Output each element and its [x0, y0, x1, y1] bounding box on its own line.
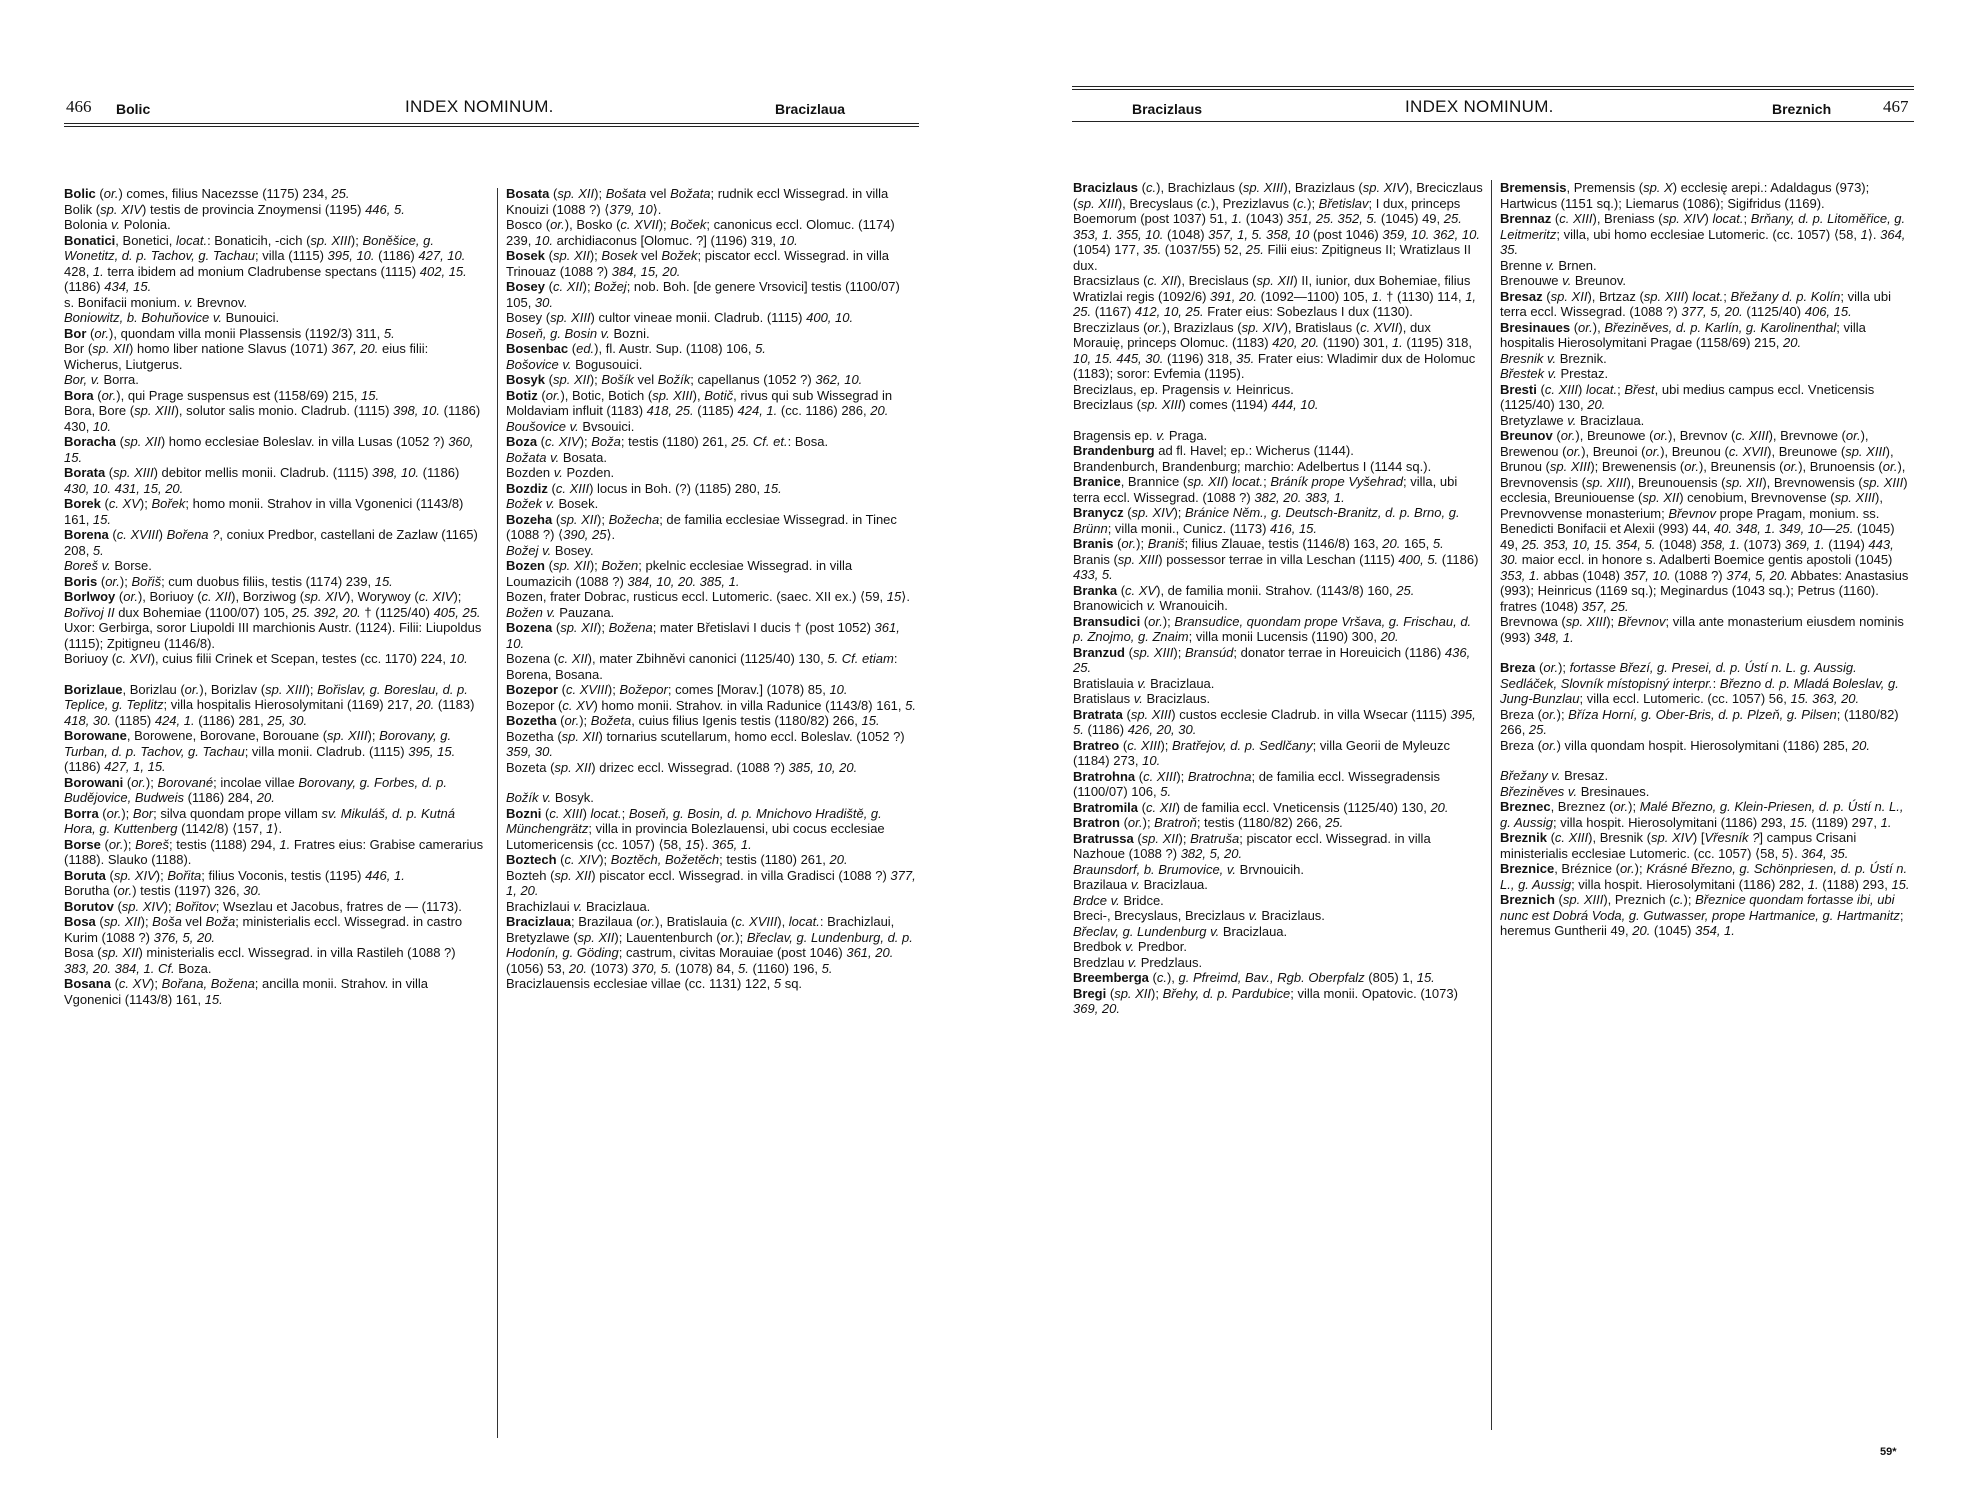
signature-mark: 59*: [1880, 1446, 1897, 1458]
left-header-rule: [64, 123, 919, 127]
left-page-title: INDEX NOMINUM.: [405, 97, 554, 116]
right-column-1: Bracizlaus (c.), Brachizlaus (sp. XIII), Brazizlaus (sp. XIV), Breciczlaus (sp. XIII), Brecyslaus (c.), Prezizlavus (c.); Břetislav; I dux, princeps Boemorum (post 1037) 51, 1. (1043) 351, 25. 352, 5. (1045) 49, 25. 353, 1. 355, 10. (1048) 357, 1, 5. 358, 10 (post 1046) 359, 10. 362, 10. (1054) 177, 35. (1037/55) 52, 25. Filii eius: Zpitigneus II; Wratizlaus II dux. Bracsizlaus (c. XII), Brecislaus (sp. XII) II, iunior, dux Bohemiae, filius Wratizlai regis (1092/6) 391, 20. (1092—1100) 105, 1. † (1130) 114, 1, 25. (1167) 412, 10, 25. Frater eius: Sobezlaus I dux (1130). Breczizlaus (or.), Brazizlaus (sp. XIV), Bratislaus (c. XVII), dux Morauię, princeps Olomuc. (1183) 420, 20. (1190) 301, 1. (1195) 318, 10, 15. 445, 30. (1196) 318, 35. Frater eius: Wladimir dux de Holomuc (1183); soror: Evfemia (1195). Brecizlaus, ep. Pragensis v. Heinricus. Brecizlaus (sp. XIII) comes (1194) 444, 10. Bragensis ep. v. Praga. Brandenburg ad fl. Havel; ep.: Wicherus (1144). Brandenburch, Brandenburg; marchio: Adelbertus I (1144 sq.). Branice, Brannice (sp. XII) locat.; Bráník prope Vyšehrad; villa, ubi terra eccl. Wissegrad. (1088 ?) 382, 20. 383, 1. Branycz (sp. XIV); Bránice Něm., g. Deutsch-Branitz, d. p. Brno, g. Brünn; villa monii., Cunicz. (1173) 416, 15. Branis (or.); Braniš; filius Zlauae, testis (1146/8) 163, 20. 165, 5. Branis (sp. XIII) possessor terrae in villa Leschan (1115) 400, 5. (1186) 433, 5. Branka (c. XV), de familia monii. Strahov. (1143/8) 160, 25. Branowicich v. Wranouicih. Bransudici (or.); Bransudice, quondam prope Vršava, g. Frischau, d. p. Znojmo, g. Znaim; villa monii Lucensis (1190) 300, 20. Branzud (sp. XIII); Bransúd; donator terrae in Horeuicich (1186) 436, 25. Bratislauia v. Bracizlaua. Bratislaus v. Bracizlaus. Bratrata (sp. XIII) custos ecclesie Cladrub. in villa Wsecar (1115) 395, 5. (1186) 426, 20, 30. Bratreo (c. XIII); Bratřejov, d. p. Sedlčany; villa Georii de Myleuzc (1184) 273, 10. Bratrohna (c. XIII); Bratrochna; de familia eccl. Wissegradensis (1100/07) 106, 5. Bratromila (c. XII) de familia eccl. Vneticensis (1125/40) 130, 20. Bratron (or.); Bratroň; testis (1180/82) 266, 25. Bratrussa (sp. XII); Bratruša; piscator eccl. Wissegrad. in villa Nazhoue (1088 ?) 382, 5, 20. Braunsdorf, b. Brumovice, v. Brvnouicih. Brazilaua v. Bracizlaua. Brdce v. Bridce. Breci-, Brecyslaus, Brecizlaus v. Bracizlaus. Břeclav, g. Lundenburg v. Bracizlaua. Bredbok v. Predbor. Bredzlau v. Predzlaus. Breemberga (c.), g. Pfreimd, Bav., Rgb. Oberpfalz (805) 1, 15. Bregi (sp. XII); Břehy, d. p. Pardubice; villa monii. Opatovic. (1073) 369, 20.: [1073, 180, 1483, 1016]
right-page-number: 467: [1883, 97, 1909, 116]
right-header-rule-top: [1072, 86, 1914, 90]
right-running-head: [1000, 96, 1978, 118]
left-running-head: [0, 96, 930, 118]
right-page-title: INDEX NOMINUM.: [1405, 97, 1554, 116]
left-catchword-last: Bracizlaua: [775, 101, 846, 117]
right-column-divider: [1491, 180, 1492, 1430]
right-catchword-first: Bracizlaus: [1132, 101, 1203, 117]
right-column-2: Bremensis, Premensis (sp. X) ecclesię arepi.: Adaldagus (973); Hartwicus (1151 sq.); Liemarus (1086); Sigifridus (1169). Brennaz (c. XIII), Breniass (sp. XIV) locat.; Brňany, d. p. Litoměřice, g. Leitmeritz; villa, ubi homo ecclesiae Lutomeric. (cc. 1057) ⟨58, 1⟩. 364, 35. Brenne v. Brnen. Brenouwe v. Breunov. Bresaz (sp. XII), Brtzaz (sp. XIII) locat.; Břežany d. p. Kolín; villa ubi terra eccl. Wissegrad. (1088 ?) 377, 5, 20. (1125/40) 406, 15. Bresinaues (or.), Březiněves, d. p. Karlín, g. Karolinenthal; villa hospitalis Hierosolymitani Pragae (1158/69) 215, 20. Bresnik v. Breznik. Břestek v. Prestaz. Bresti (c. XIII) locat.; Břest, ubi medius campus eccl. Vneticensis (1125/40) 130, 20. Bretyzlawe v. Bracizlaua. Breunov (or.), Breunowe (or.), Brevnov (c. XIII), Brevnowe (or.), Brewenou (or.), Breunoi (or.), Breunou (c. XVII), Breunowe (sp. XIII), Brunou (sp. XIII); Brewenensis (or.), Breunensis (or.), Brunoensis (or.), Brevnovensis (sp. XIII), Breunouensis (sp. XII), Brevnowensis (sp. XIII) ecclesia, Breuniouense (sp. XII) cenobium, Brevnovense (sp. XIII), Prevnovvense monasterium; Břevnov prope Pragam, monium. ss. Benedicti Bonifacii et Alexii (993) 44, 40. 348, 1. 349, 10—25. (1045) 49, 25. 353, 10, 15. 354, 5. (1048) 358, 1. (1073) 369, 1. (1194) 443, 30. maior eccl. in honore s. Adalberti Boemice gentis apostoli (1045) 353, 1. abbas (1048) 357, 10. (1088 ?) 374, 5, 20. Abbates: Anastasius (993); Heinricus (1169 sq.); Meginardus (1043 sq.); Petrus (1160). fratres (1048) 357, 25. Brevnowa (sp. XIII); Břevnov; villa ante monasterium eiusdem nominis (993) 348, 1. Breza (or.); fortasse Březí, g. Presei, d. p. Ústí n. L. g. Aussig. Sedláček, Slovník místopisný interpr.: Březno d. p. Mladá Boleslav, g. Jung-Bunzlau; villa eccl. Lutomeric. (cc. 1057) 56, 15. 363, 20. Breza (or.); Bříza Horní, g. Ober-Bris, d. p. Plzeň, g. Pilsen; (1180/82) 266, 25. Breza (or.) villa quondam hospit. Hierosolymitani (1186) 285, 20. Břežany v. Bresaz. Březiněves v. Bresinaues. Breznec, Breznez (or.); Malé Březno, g. Klein-Priesen, d. p. Ústí n. L., g. Aussig; villa hospit. Hierosolymitani (1186) 293, 15. (1189) 297, 1. Breznik (c. XIII), Bresnik (sp. XIV) [Vřesník ?] campus Crisani ministerialis ecclesiae Lutomeric. (cc. 1057) ⟨58, 5⟩. 364, 35. Breznice, Bréznice (or.); Krásné Březno, g. Schönpriesen, d. p. Ústí n. L., g. Aussig; villa hospit. Hierosolymitani (1186) 282, 1. (1188) 293, 15. Breznich (sp. XIII), Preznich (c.); Březnice quondam fortasse ibi, ubi nunc est Dobrá Voda, g. Gutwasser, prope Hartmanice, g. Hartmanitz; heremus Guntherii 49, 20. (1045) 354, 1.: [1500, 180, 1910, 938]
right-catchword-last: Breznich: [1772, 101, 1832, 117]
right-header-rule-bottom: [1072, 121, 1914, 122]
left-column-2: Bosata (sp. XII); Bošata vel Božata; rudnik eccl Wissegrad. in villa Knouizi (1088 ?) ⟨379, 10⟩. Bosco (or.), Bosko (c. XVII); Boček; canonicus eccl. Olomuc. (1174) 239, 10. archidiaconus [Olomuc. ?] (1196) 319, 10. Bosek (sp. XII); Bosek vel Božek; piscator eccl. Wissegrad. in villa Trinouaz (1088 ?) 384, 15, 20. Bosey (c. XII); Božej; nob. Boh. [de genere Vrsovici] testis (1100/07) 105, 30. Bosey (sp. XIII) cultor vineae monii. Cladrub. (1115) 400, 10. Boseň, g. Bosin v. Bozni. Bosenbac (ed.), fl. Austr. Sup. (1108) 106, 5. Bošovice v. Bogusouici. Bosyk (sp. XII); Bošík vel Božík; capellanus (1052 ?) 362, 10. Botiz (or.), Botic, Botich (sp. XIII), Botič, rivus qui sub Wissegrad in Moldaviam influit (1183) 418, 25. (1185) 424, 1. (cc. 1186) 286, 20. Boušovice v. Bvsouici. Boza (c. XIV); Boža; testis (1180) 261, 25. Cf. et.: Bosa. Božata v. Bosata. Bozden v. Pozden. Bozdiz (c. XIII) locus in Boh. (?) (1185) 280, 15. Božek v. Bosek. Bozeha (sp. XII); Božecha; de familia ecclesiae Wissegrad. in Tinec (1088 ?) ⟨390, 25⟩. Božej v. Bosey. Bozen (sp. XII); Božen; pkelnic ecclesiae Wissegrad. in villa Loumazicih (1088 ?) 384, 10, 20. 385, 1. Bozen, frater Dobrac, rusticus eccl. Lutomeric. (saec. XII ex.) ⟨59, 15⟩. Božen v. Pauzana. Bozena (sp. XII); Božena; mater Břetislavi I ducis † (post 1052) 361, 10. Bozena (c. XII), mater Zbihněvi canonici (1125/40) 130, 5. Cf. etiam: Borena, Bosana. Bozepor (c. XVIII); Božepor; comes [Morav.] (1078) 85, 10. Bozepor (c. XV) homo monii. Strahov. in villa Radunice (1143/8) 161, 5. Bozetha (or.); Božeta, cuius filius Igenis testis (1180/82) 266, 15. Bozetha (sp. XII) tornarius scutellarum, homo eccl. Boleslav. (1052 ?) 359, 30. Bozeta (sp. XII) drizec eccl. Wissegrad. (1088 ?) 385, 10, 20. Božík v. Bosyk. Bozni (c. XIII) locat.; Boseň, g. Bosin, d. p. Mnichovo Hradiště, g. Münchengrätz; villa in provincia Bolezlauensi, ubi cocus ecclesiae Lutomericensis (cc. 1057) ⟨58, 15⟩. 365, 1. Boztech (c. XIV); Boztěch, Božetěch; testis (1180) 261, 20. Bozteh (sp. XII) piscator eccl. Wissegrad. in villa Gradisci (1088 ?) 377, 1, 20. Brachizlaui v. Bracizlaua. Bracizlaua; Brazilaua (or.), Bratislauia (c. XVIII), locat.: Brachizlaui, Bretyzlawe (sp. XII); Lauentenburch (or.); Břeclav, g. Lundenburg, d. p. Hodonín, g. Göding; castrum, civitas Morauiae (post 1046) 361, 20. (1056) 53, 20. (1073) 370, 5. (1078) 84, 5. (1160) 196, 5. Bracizlauensis ecclesiae villae (cc. 1131) 122, 5 sq.: [506, 186, 916, 991]
left-column-1: Bolic (or.) comes, filius Nacezsse (1175) 234, 25. Bolik (sp. XIV) testis de provincia Znoymensi (1195) 446, 5. Bolonia v. Polonia. Bonatici, Bonetici, locat.: Bonaticih, -cich (sp. XIII); Boněšice, g. Wonetitz, d. p. Tachov, g. Tachau; villa (1115) 395, 10. (1186) 427, 10. 428, 1. terra ibidem ad monium Cladrubense spectans (1115) 402, 15. (1186) 434, 15. s. Bonifacii monium. v. Brevnov. Boniowitz, b. Bohuňovice v. Bunouici. Bor (or.), quondam villa monii Plassensis (1192/3) 311, 5. Bor (sp. XII) homo liber natione Slavus (1071) 367, 20. eius filii: Wicherus, Liutgerus. Bor, v. Borra. Bora (or.), qui Prage suspensus est (1158/69) 215, 15. Bora, Bore (sp. XIII), solutor salis monio. Cladrub. (1115) 398, 10. (1186) 430, 10. Boracha (sp. XII) homo ecclesiae Boleslav. in villa Lusas (1052 ?) 360, 15. Borata (sp. XIII) debitor mellis monii. Cladrub. (1115) 398, 10. (1186) 430, 10. 431, 15, 20. Borek (c. XV); Bořek; homo monii. Strahov in villa Vgonenici (1143/8) 161, 15. Borena (c. XVIII) Bořena ?, coniux Predbor, castellani de Zazlaw (1165) 208, 5. Boreš v. Borse. Boris (or.); Bořiš; cum duobus filiis, testis (1174) 239, 15. Borlwoy (or.), Boriuoy (c. XII), Borziwog (sp. XIV), Worywoy (c. XIV); Bořivoj II dux Bohemiae (1100/07) 105, 25. 392, 20. † (1125/40) 405, 25. Uxor: Gerbirga, soror Liupoldi III marchionis Austr. (1124). Filii: Liupoldus (1115); Zpitigneu (1146/8). Boriuoy (c. XVI), cuius filii Crinek et Scepan, testes (cc. 1170) 224, 10. Borizlaue, Borizlau (or.), Borizlav (sp. XIII); Bořislav, g. Boreslau, d. p. Teplice, g. Teplitz; villa hospitalis Hierosolymitani (1169) 217, 20. (1183) 418, 30. (1185) 424, 1. (1186) 281, 25, 30. Borowane, Borowene, Borovane, Borouane (sp. XIII); Borovany, g. Turban, d. p. Tachov, g. Tachau; villa monii. Cladrub. (1115) 395, 15. (1186) 427, 1, 15. Borowani (or.); Borované; incolae villae Borovany, g. Forbes, d. p. Budějovice, Budweis (1186) 284, 20. Borra (or.); Bor; silva quondam prope villam sv. Mikuláš, d. p. Kutná Hora, g. Kuttenberg (1142/8) ⟨157, 1⟩. Borse (or.); Boreš; testis (1188) 294, 1. Fratres eius: Grabise camerarius (1188). Slauko (1188). Boruta (sp. XIV); Bořita; filius Voconis, testis (1195) 446, 1. Borutha (or.) testis (1197) 326, 30. Borutov (sp. XIV); Bořitov; Wsezlau et Jacobus, fratres de — (1173). Bosa (sp. XII); Boša vel Boža; ministerialis eccl. Wissegrad. in castro Kurim (1088 ?) 376, 5, 20. Bosa (sp. XII) ministerialis eccl. Wissegrad. in villa Rastileh (1088 ?) 383, 20. 384, 1. Cf. Boza. Bosana (c. XV); Bořana, Božena; ancilla monii. Strahov. in villa Vgonenici (1143/8) 161, 15.: [64, 186, 484, 1007]
left-catchword-first: Bolic: [116, 101, 151, 117]
left-page-number: 466: [66, 97, 92, 116]
left-column-divider: [497, 188, 498, 1438]
